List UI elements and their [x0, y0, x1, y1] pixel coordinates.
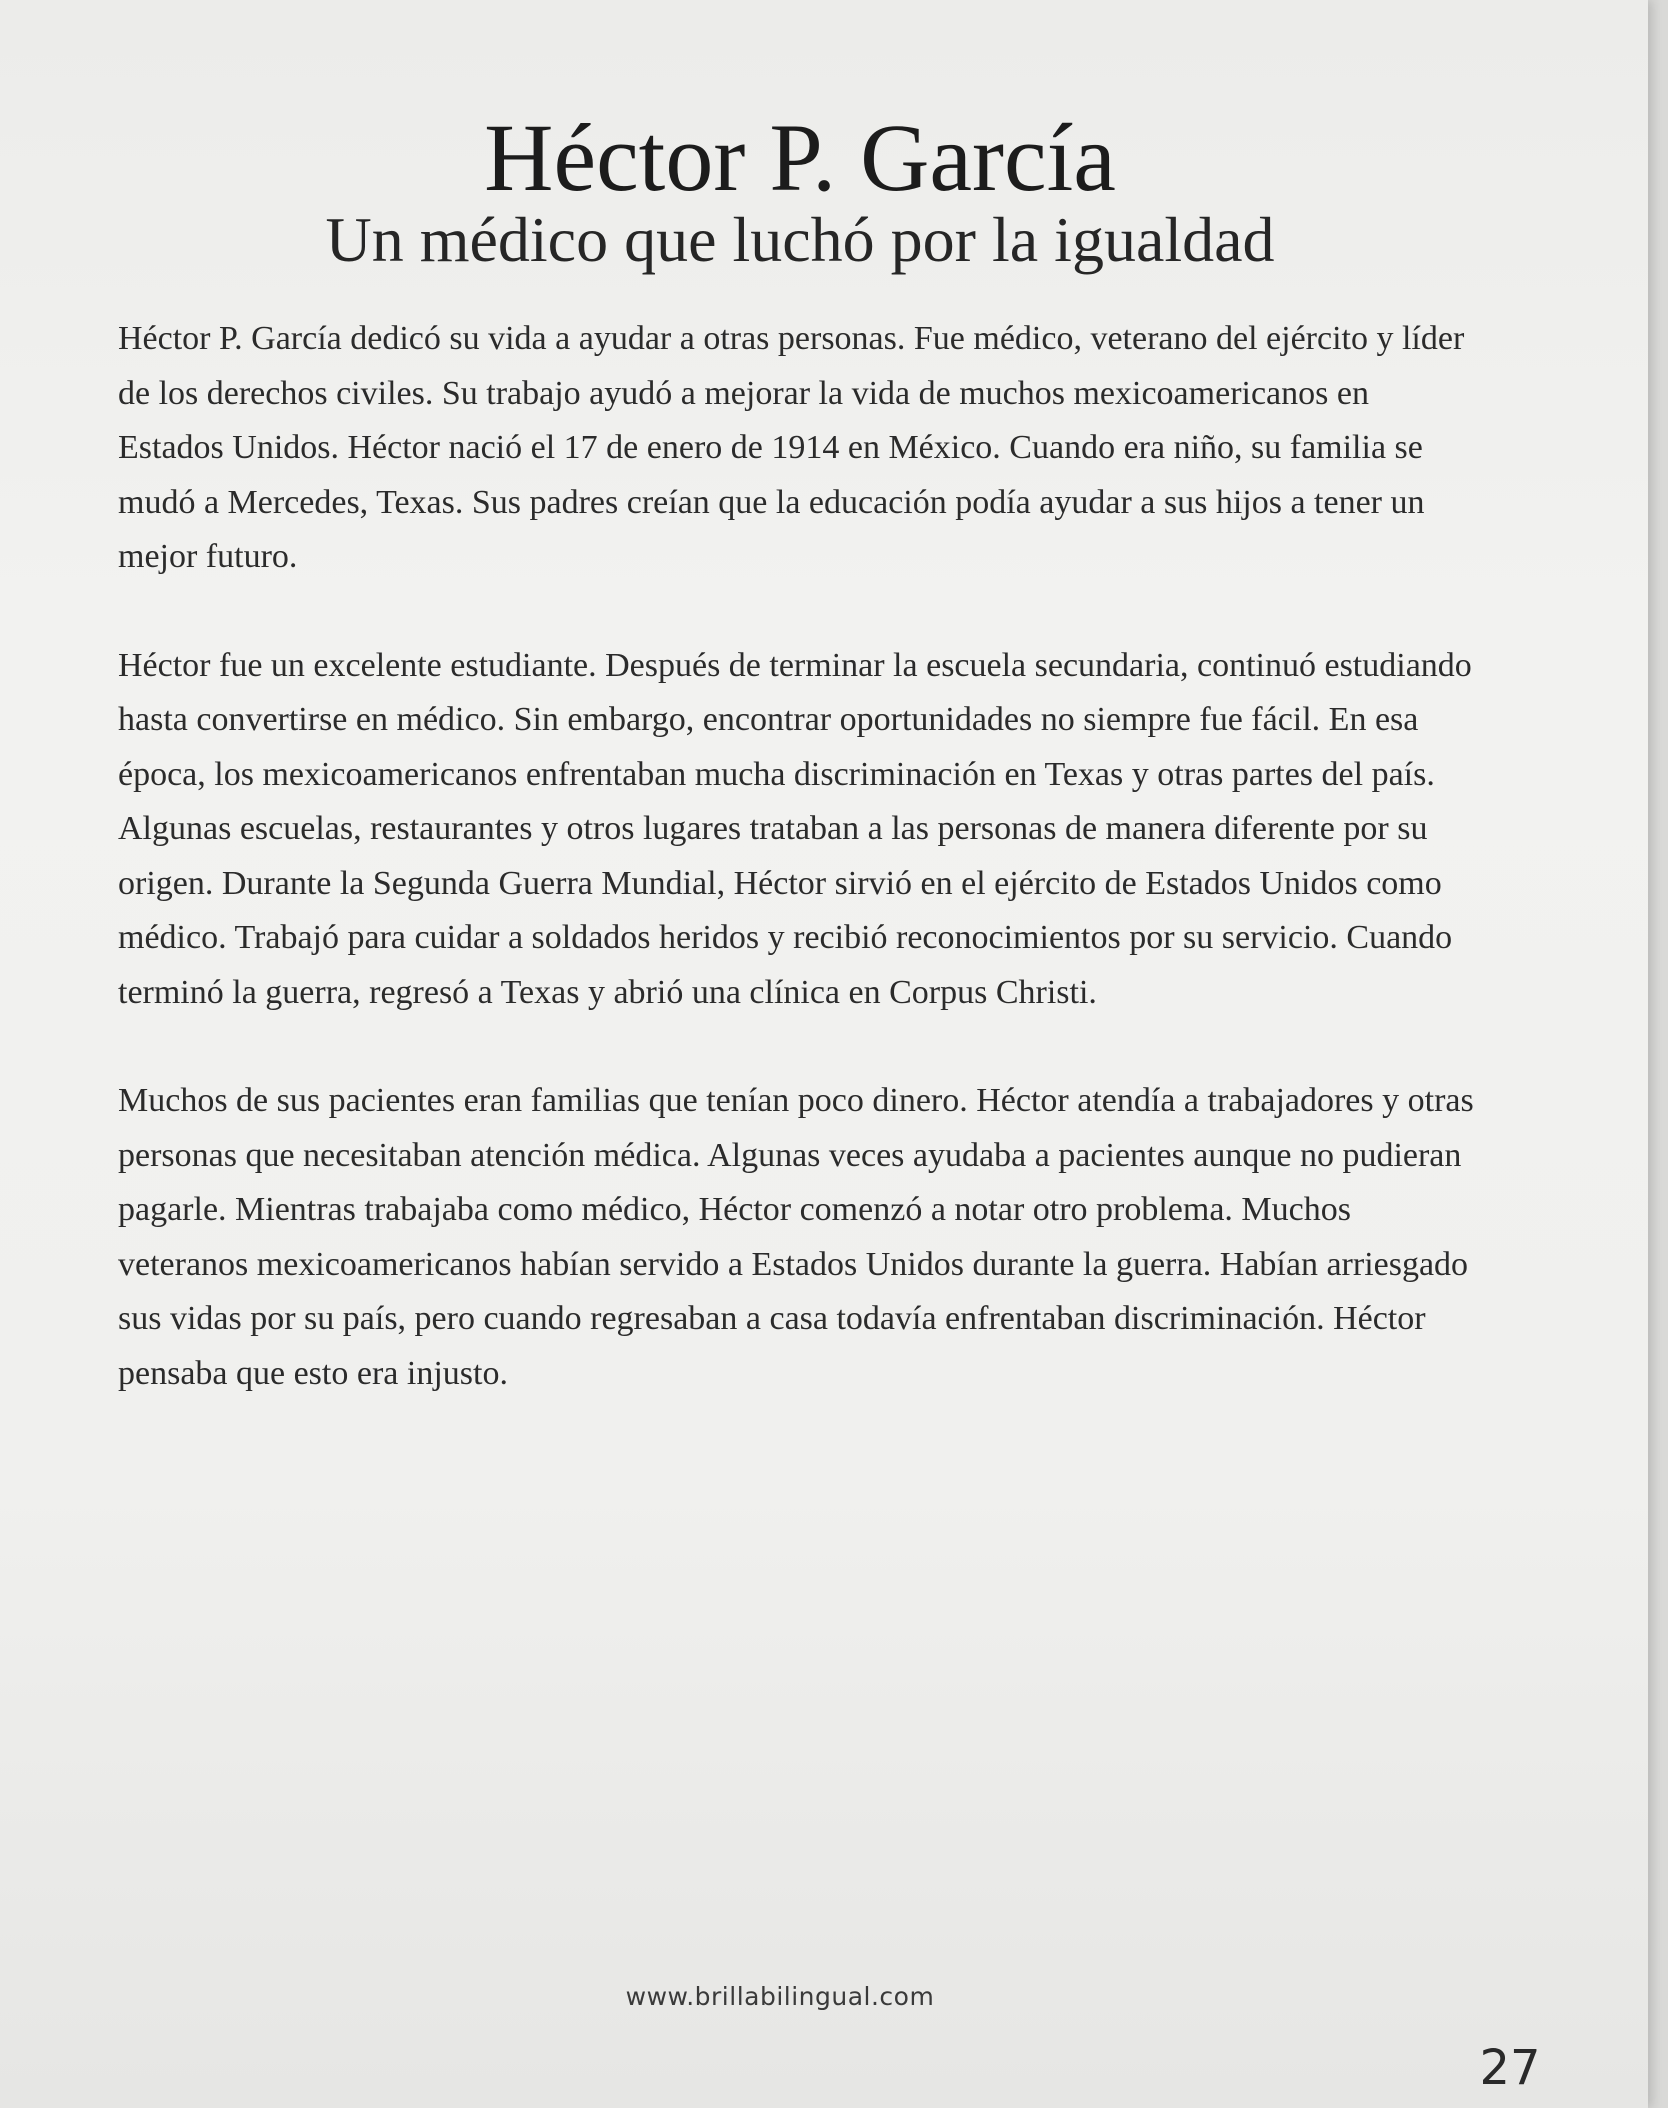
paragraph-1: Héctor P. García dedicó su vida a ayudar a otras personas. Fue médico, veterano del ejército y líder de los derechos civiles. Su trabajo ayudó a mejorar la vida de muchos mexicoamericanos en Estados Unidos. Héctor nació el 17 de enero de 1914 en México. Cuando era niño, su familia se mudó a Mercedes, Texas. Sus padres creían que la educación podía ayudar a sus hijos a tener un mejor futuro.: [118, 320, 1465, 575]
footer-website: www.brillabilingual.com: [625, 1982, 935, 2011]
article-body: [118, 312, 1478, 1455]
page-title: Héctor P. García: [484, 104, 1116, 211]
paragraph-2: Héctor fue un excelente estudiante. Después de terminar la escuela secundaria, continuó estudiando hasta convertirse en médico. Sin embargo, encontrar oportunidades no siempre fue fácil. En esa época, los mexicoamericanos enfrentaban mucha discriminación en Texas y otras partes del país. Algunas escuelas, restaurantes y otros lugares trataban a las personas de manera diferente por su origen. Durante la Segunda Guerra Mundial, Héctor sirvió en el ejército de Estados Unidos como médico. Trabajó para cuidar a soldados heridos y recibió reconocimientos por su servicio. Cuando terminó la guerra, regresó a Texas y abrió una clínica en Corpus Christi.: [118, 646, 1472, 1011]
paragraph-3: Muchos de sus pacientes eran familias que tenían poco dinero. Héctor atendía a trabajadores y otras personas que necesitaban atención médica. Algunas veces ayudaba a pacientes aunque no pudieran pagarle. Mientras trabajaba como médico, Héctor comenzó a notar otro problema. Muchos veteranos mexicoamericanos habían servido a Estados Unidos durante la guerra. Habían arriesgado sus vidas por su país, pero cuando regresaban a casa todavía enfrentaban discriminación. Héctor pensaba que esto era injusto.: [118, 1082, 1474, 1392]
page-subtitle: Un médico que luchó por la igualdad: [325, 204, 1275, 275]
page-number: 27: [1479, 2040, 1541, 2096]
